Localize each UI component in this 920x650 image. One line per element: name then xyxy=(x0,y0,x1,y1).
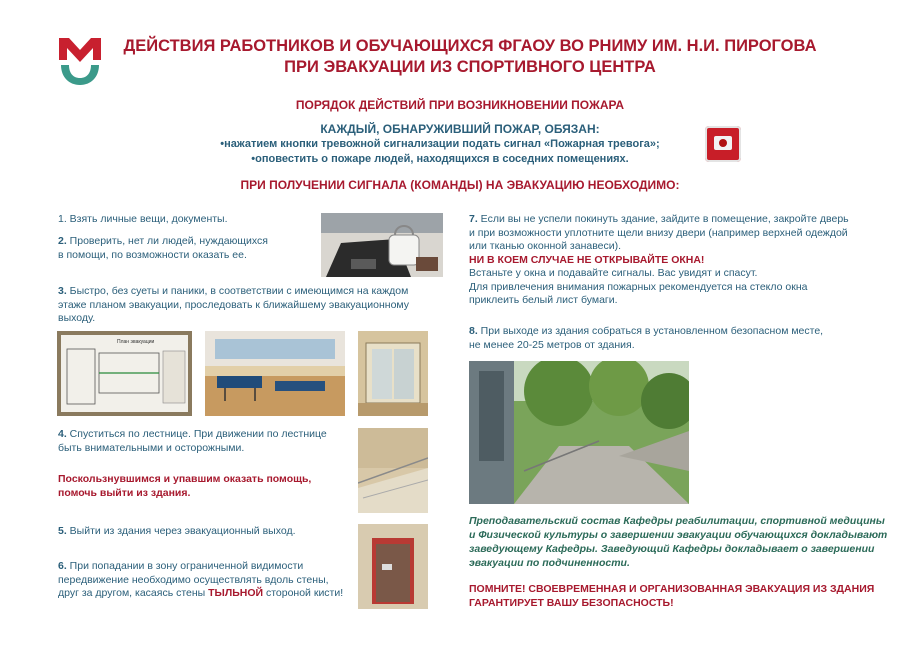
plan-title-text: План эвакуации xyxy=(117,339,155,345)
personal-belongings-photo xyxy=(321,213,443,277)
assembly-point-photo xyxy=(469,361,689,504)
duty-notify: •оповестить о пожаре людей, находящихся в соседних помещениях. xyxy=(251,153,629,165)
evacuation-plan-photo xyxy=(57,331,192,416)
duty-alarm: •нажатием кнопки тревожной сигнализации подать сигнал «Пожарная тревога»; xyxy=(220,138,660,150)
duty-heading: КАЖДЫЙ, ОБНАРУЖИВШИЙ ПОЖАР, ОБЯЗАН: xyxy=(320,122,600,136)
reporting-note: Преподавательский состав Кафедры реабилитации, спортивной медицины и Физической культуры о завершении эвакуации обучающихся докладывают заведующему Кафедры. Заведующий Кафедры докладывает о завершении эвакуации по подчиненности. xyxy=(469,515,888,569)
staircase-photo xyxy=(358,428,428,513)
step-7: 7. Если вы не успели покинуть здание, зайдите в помещение, закройте дверь и при возможности уплотните щели внизу двери (например верхней одеждой или тканью оконной занавеси). НИ В КОЕМ СЛУЧАЕ НЕ ОТКРЫВАЙТЕ ОКНА! Встаньте у окна и подавайте сигналы. Вас увидят и спасут. Для привлечения внимания пожарных рекомендуется на стекло окна приклеить белый лист бумаги. xyxy=(469,213,889,308)
corridor-exit-photo xyxy=(358,331,428,416)
fire-alarm-button-icon xyxy=(705,126,741,162)
step-3: 3. Быстро, без суеты и паники, в соответствии с имеющимся на каждом этаже планом эвакуации, проследовать к ближайшему эвакуационному выходу. xyxy=(58,285,409,324)
evacuation-heading: ПРИ ПОЛУЧЕНИИ СИГНАЛА (КОМАНДЫ) НА ЭВАКУАЦИЮ НЕОБХОДИМО: xyxy=(240,178,680,192)
step-6: 6. При попадании в зону ограниченной видимости передвижение необходимо осуществлять вдоль стены, друг за другом, касаясь стены ТЫЛЬНОЙ стороной кисти! xyxy=(58,560,344,599)
exit-door-photo xyxy=(358,524,428,609)
step-8: 8. При выходе из здания собраться в установленном безопасном месте, не менее 20-25 метров от здания. xyxy=(469,325,824,351)
page-title: ДЕЙСТВИЯ РАБОТНИКОВ И ОБУЧАЮЩИХСЯ ФГАОУ ВО РНИМУ ИМ. Н.И. ПИРОГОВА ПРИ ЭВАКУАЦИИ ИЗ СПОРТИВНОГО ЦЕНТРА xyxy=(123,37,817,76)
step-4-warning: Поскользнувшимся и упавшим оказать помощь, помочь выйти из здания. xyxy=(58,473,312,499)
university-logo xyxy=(55,34,105,86)
fire-procedure-heading: ПОРЯДОК ДЕЙСТВИЙ ПРИ ВОЗНИКНОВЕНИИ ПОЖАРА xyxy=(295,98,625,112)
safety-reminder: ПОМНИТЕ! СВОЕВРЕМЕННАЯ И ОРГАНИЗОВАННАЯ ЭВАКУАЦИЯ ИЗ ЗДАНИЯ ГАРАНТИРУЕТ ВАШУ БЕЗОПАСНОСТЬ! xyxy=(469,583,875,609)
step-2: 2. Проверить, нет ли людей, нуждающихся в помощи, по возможности оказать ее. xyxy=(58,235,268,261)
step-1: 1. Взять личные вещи, документы. xyxy=(58,213,228,225)
step-5: 5. Выйти из здания через эвакуационный выход. xyxy=(58,525,296,537)
sports-hall-photo xyxy=(205,331,345,416)
step-4: 4. Спуститься по лестнице. При движении по лестнице быть внимательными и осторожными. xyxy=(58,428,327,454)
step-7-warning: НИ В КОЕМ СЛУЧАЕ НЕ ОТКРЫВАЙТЕ ОКНА! xyxy=(469,253,705,266)
